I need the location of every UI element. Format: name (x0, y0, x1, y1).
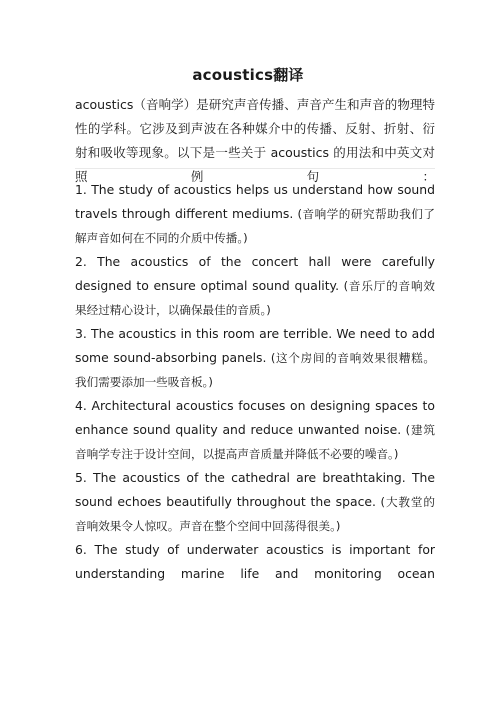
example-sentence (75, 394, 435, 466)
intro-paragraph: acoustics（音响学）是研究声音传播、声音产生和声音的物理特性的学科。它涉及到声波在各种媒介中的传播、反射、折射、衍射和吸收等现象。以下是一些关于 acoustics 的用法和中英文对照例句： (75, 97, 435, 184)
example-english: 2. The acoustics of the concert hall were carefully designed to ensure optimal sound quality. (75, 254, 435, 293)
example-english: 3. The acoustics in this room are terrible. We need to add some sound-absorbing panels. (75, 326, 435, 365)
example-chinese: (大教堂的音响效果令人惊叹。声音在整个空间中回荡得很美。) (75, 495, 435, 533)
section-divider (75, 168, 435, 169)
document-title: acoustics翻译 (192, 66, 304, 84)
example-sentence (75, 322, 435, 394)
example-english: 1. The study of acoustics helps us understand how sound travels through different mediums. (75, 182, 435, 221)
example-chinese: (音乐厅的音响效果经过精心设计，以确保最佳的音质。) (75, 279, 435, 317)
example-english: 4. Architectural acoustics focuses on designing spaces to enhance sound quality and reduce unwanted noise. (75, 398, 435, 437)
example-chinese: (建筑音响学专注于设计空间，以提高声音质量并降低不必要的噪音。) (75, 423, 435, 461)
example-english: 5. The acoustics of the cathedral are breathtaking. The sound echoes beautifully throughout the space. (75, 470, 435, 509)
example-sentence (75, 466, 435, 538)
example-chinese: (音响学的研究帮助我们了解声音如何在不同的介质中传播。) (75, 207, 435, 245)
example-sentence (75, 178, 435, 250)
example-chinese: (这个房间的音响效果很糟糕。我们需要添加一些吸音板。) (75, 351, 435, 389)
example-sentence (75, 250, 435, 322)
example-english: 6. The study of underwater acoustics is important for understanding marine life and monitoring ocean (75, 542, 435, 581)
example-list (75, 178, 435, 586)
example-sentence (75, 538, 435, 586)
